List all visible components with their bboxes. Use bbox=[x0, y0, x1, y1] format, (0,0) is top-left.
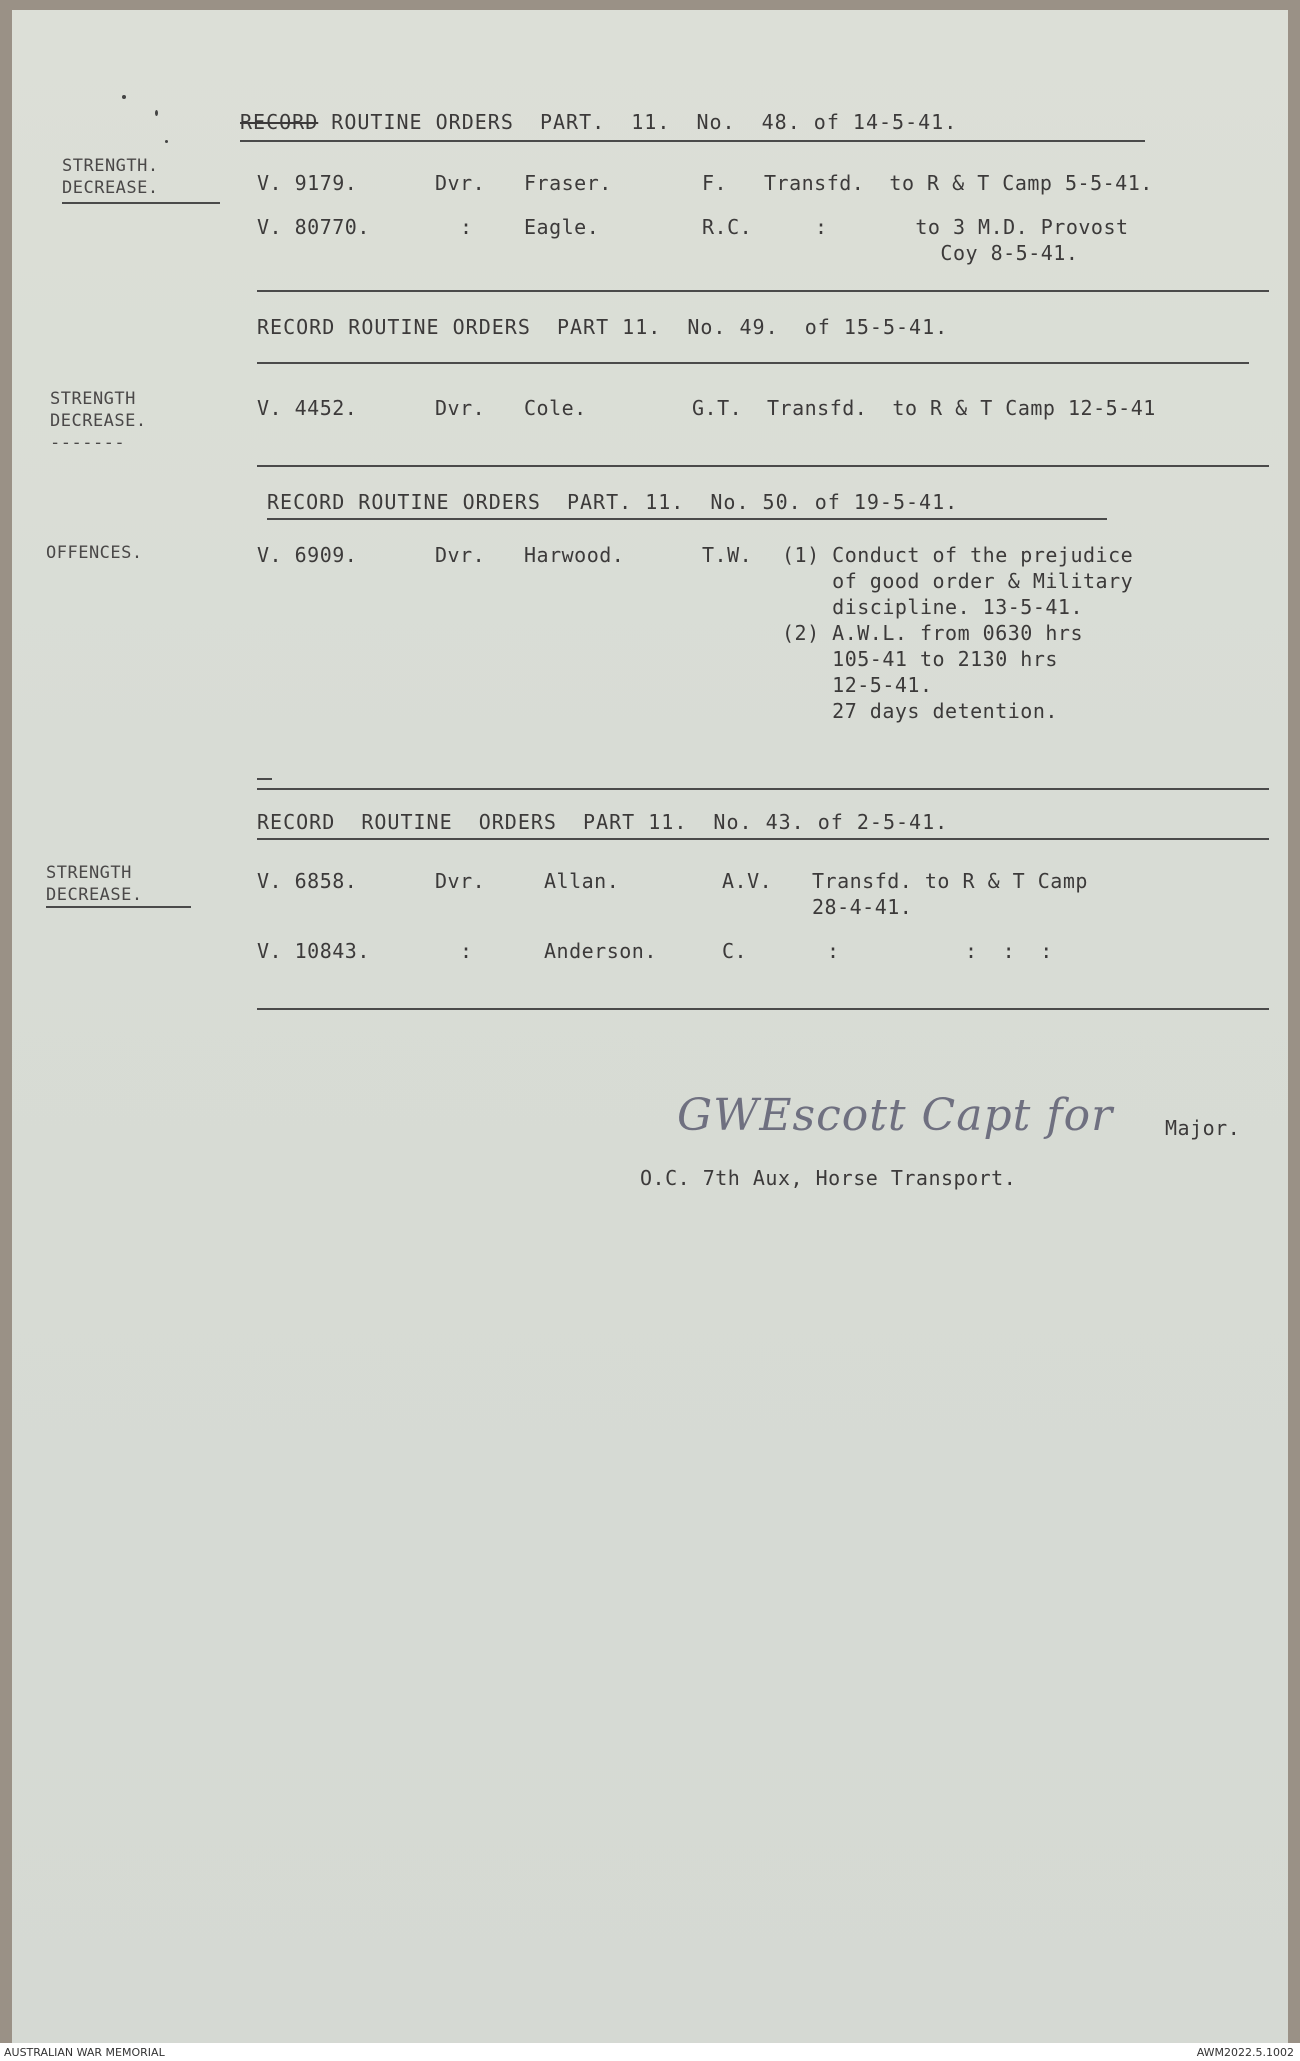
row-rank: Dvr. bbox=[435, 396, 486, 420]
row-detail: (1) Conduct of the prejudice of good order & Military discipline. 13-5-41. (2) A.W.L. from 0630 hrs 105-41 to 2130 hrs 12-5-41. 27 days detention. bbox=[782, 543, 1134, 723]
row-initials: C. bbox=[722, 939, 748, 963]
row-initials: R.C. bbox=[702, 215, 753, 239]
rule bbox=[257, 290, 1269, 292]
row-name: Cole. bbox=[524, 396, 587, 420]
signature-title: Major. bbox=[1165, 1116, 1241, 1140]
row-number: V. 9179. bbox=[257, 171, 358, 195]
section-3-header: RECORD ROUTINE ORDERS PART. 11. No. 50. of 19-5-41. bbox=[267, 490, 959, 514]
rule bbox=[257, 362, 1249, 364]
row-rank: : bbox=[460, 939, 473, 963]
row-number: V. 6909. bbox=[257, 543, 358, 567]
row-detail: Transfd. to R & T Camp 5-5-41. bbox=[764, 171, 1153, 195]
row-initials: F. bbox=[702, 171, 728, 195]
handwritten-signature: GWEscott Capt for bbox=[677, 1090, 1114, 1141]
section-3-side-label: OFFENCES. bbox=[46, 543, 143, 563]
footer-right: AWM2022.5.1002 bbox=[1196, 2046, 1294, 2059]
row-initials: T.W. bbox=[702, 543, 753, 567]
struck-word: RECORD bbox=[240, 110, 319, 134]
row-detail: Transfd. to R & T Camp 28-4-41. bbox=[812, 869, 1088, 919]
rule bbox=[240, 140, 1145, 142]
row-name: Harwood. bbox=[524, 543, 625, 567]
section-4-side-label: STRENGTH DECREASE. bbox=[46, 863, 143, 905]
section-2-header: RECORD ROUTINE ORDERS PART 11. No. 49. of 15-5-41. bbox=[257, 315, 949, 339]
row-number: V. 10843. bbox=[257, 939, 370, 963]
row-name: Allan. bbox=[544, 869, 620, 893]
rule bbox=[257, 788, 1269, 790]
side-underline bbox=[62, 202, 220, 204]
row-initials: A.V. bbox=[722, 869, 773, 893]
row-rank: Dvr. bbox=[435, 171, 486, 195]
rule bbox=[257, 465, 1269, 467]
section-1-side-label: STRENGTH. DECREASE. bbox=[62, 156, 159, 198]
row-rank: Dvr. bbox=[435, 869, 486, 893]
section-2-side-label: STRENGTH DECREASE. ------- bbox=[50, 389, 147, 453]
side-underline bbox=[46, 906, 191, 908]
rule bbox=[257, 1008, 1269, 1010]
header-rest: ROUTINE ORDERS PART. 11. No. 48. of 14-5-41. bbox=[318, 110, 958, 134]
row-rank: Dvr. bbox=[435, 543, 486, 567]
rule bbox=[257, 838, 1269, 840]
row-number: V. 4452. bbox=[257, 396, 358, 420]
signature-unit: O.C. 7th Aux, Horse Transport. bbox=[640, 1166, 1017, 1190]
row-name: Anderson. bbox=[544, 939, 657, 963]
row-detail: : to 3 M.D. Provost Coy 8-5-41. bbox=[815, 215, 1129, 265]
section-1-header bbox=[240, 110, 957, 134]
paper-sheet bbox=[12, 10, 1288, 2043]
row-detail: : : : : bbox=[827, 939, 1053, 963]
ink-speck bbox=[122, 95, 126, 99]
rule bbox=[267, 518, 1107, 520]
ink-speck bbox=[155, 110, 158, 116]
row-initials: G.T. bbox=[692, 396, 743, 420]
row-detail: Transfd. to R & T Camp 12-5-41 bbox=[767, 396, 1156, 420]
rule-stub bbox=[257, 778, 272, 780]
row-name: Fraser. bbox=[524, 171, 612, 195]
footer-strip bbox=[0, 2043, 1300, 2061]
ink-speck bbox=[165, 140, 168, 143]
section-4-header: RECORD ROUTINE ORDERS PART 11. No. 43. of 2-5-41. bbox=[257, 810, 949, 834]
footer-left: AUSTRALIAN WAR MEMORIAL bbox=[4, 2046, 165, 2059]
row-name: Eagle. bbox=[524, 215, 600, 239]
row-number: V. 6858. bbox=[257, 869, 358, 893]
row-rank: : bbox=[460, 215, 473, 239]
row-number: V. 80770. bbox=[257, 215, 370, 239]
